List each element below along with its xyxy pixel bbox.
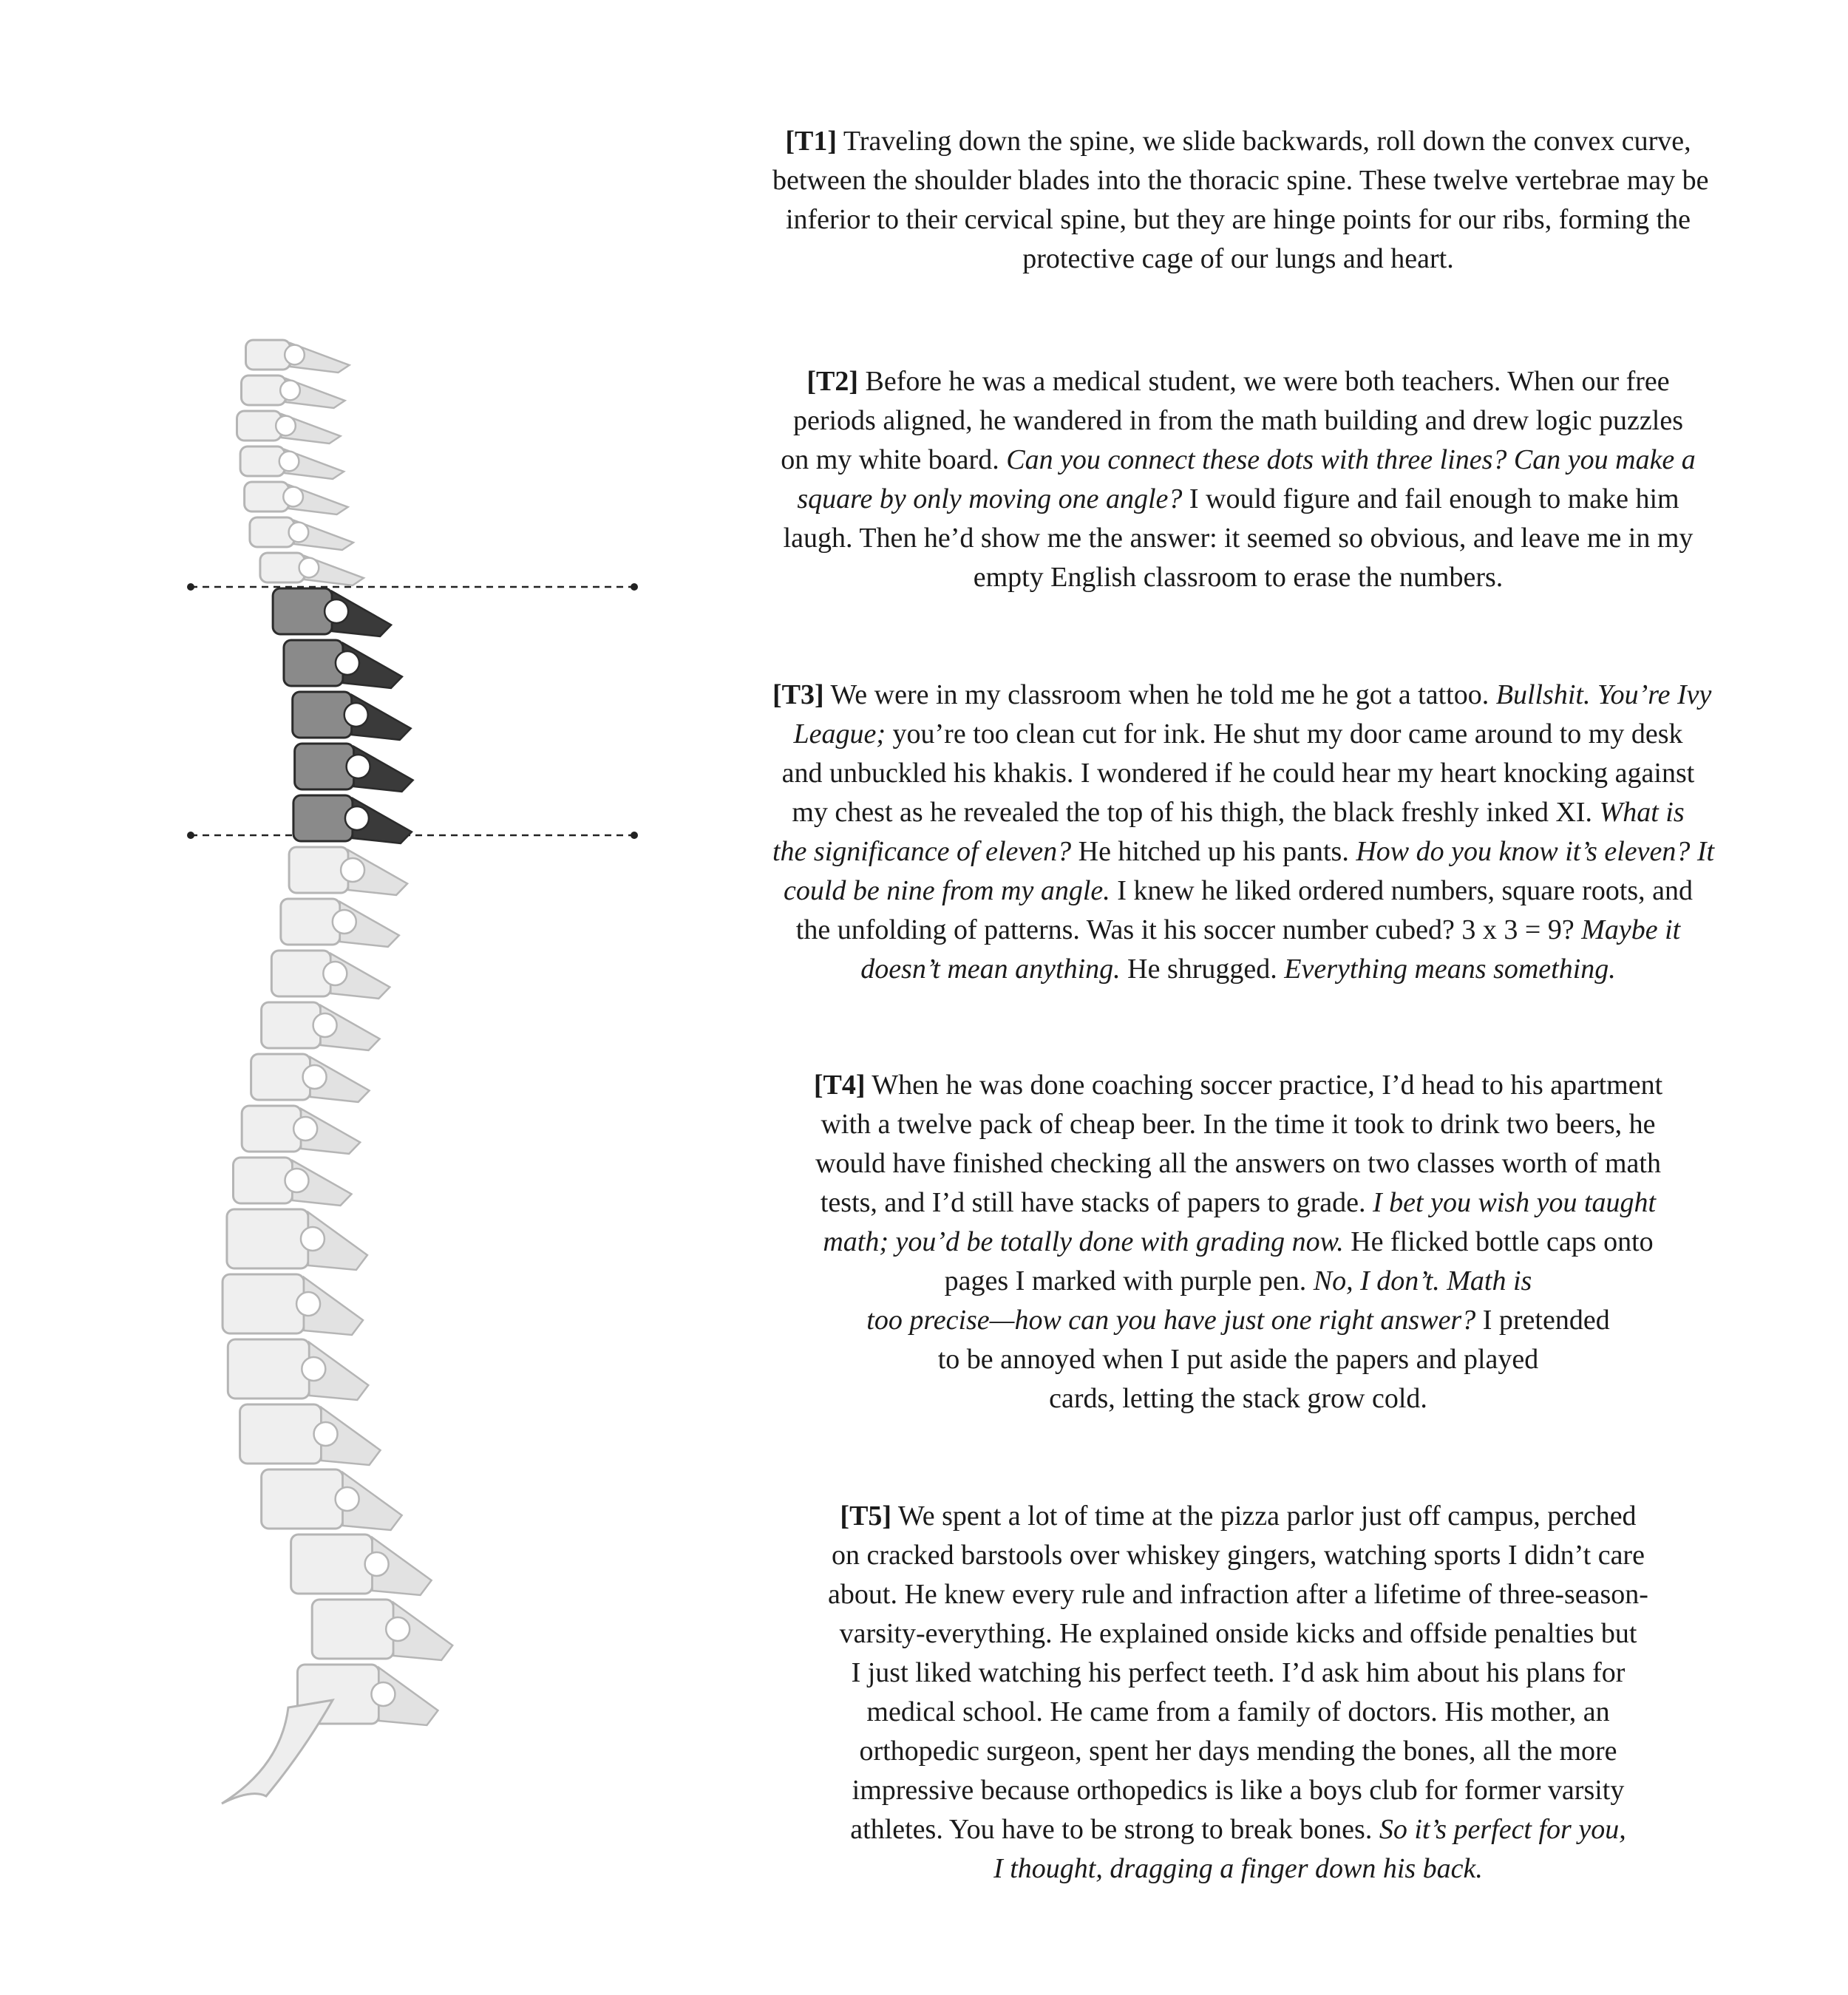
text-line (772, 480, 1704, 519)
body-text: my chest as he revealed the top of his thigh, the black freshly inked XI. (792, 797, 1600, 828)
body-text: and unbuckled his khakis. I wondered if he could hear my heart knocking against (781, 758, 1695, 789)
text-line (772, 1497, 1704, 1536)
facet-joint (386, 1617, 410, 1641)
vertebra-body (273, 588, 332, 634)
facet-joint (280, 381, 300, 401)
body-text: protective cage of our lungs and heart. (1022, 243, 1454, 274)
facet-joint (341, 858, 364, 882)
italic-text: could be nine from my angle. (783, 875, 1110, 906)
facet-joint (283, 487, 303, 507)
text-line (772, 401, 1704, 441)
text-line (772, 1575, 1704, 1614)
paragraph-t4 (772, 1066, 1704, 1418)
italic-text: I thought, dragging a finger down his back. (993, 1853, 1483, 1884)
vertebra-body (251, 1054, 310, 1100)
paragraph-tag: [T1] (785, 126, 838, 157)
text-line (772, 1810, 1704, 1849)
facet-joint (299, 558, 319, 578)
body-text: to be annoyed when I put aside the papers and played (937, 1344, 1539, 1375)
vertebra-body (312, 1600, 393, 1659)
vertebra-body (293, 795, 353, 841)
body-text: orthopedic surgeon, spent her days mending the bones, all the more (859, 1736, 1617, 1767)
highlight-markers (187, 583, 638, 839)
body-text: athletes. You have to be strong to break bones. (850, 1814, 1379, 1845)
body-text: on my white board. (781, 444, 1007, 475)
body-text: varsity-everything. He explained onside kicks and offside penalties but (839, 1618, 1637, 1649)
coccyx (222, 1700, 333, 1804)
text-line (772, 122, 1704, 161)
text-line (772, 362, 1704, 401)
facet-joint (344, 703, 368, 727)
text-line (772, 871, 1704, 911)
lower-marker-left-dot (187, 832, 194, 839)
facet-joint (296, 1292, 320, 1316)
paragraph-tag: [T4] (813, 1070, 866, 1101)
facet-joint (336, 1487, 359, 1511)
facet-joint (313, 1013, 337, 1037)
italic-text: square by only moving one angle? (797, 483, 1183, 514)
text-line (772, 793, 1704, 832)
text-line (772, 1301, 1704, 1340)
body-text: Traveling down the spine, we slide backwards, roll down the convex curve, (837, 126, 1691, 157)
text-line (772, 832, 1715, 871)
paragraph-t5 (772, 1497, 1704, 1889)
body-text: empty English classroom to erase the numbers. (973, 562, 1504, 593)
text-line (772, 1771, 1704, 1810)
body-text: on cracked barstools over whiskey gingers, watching sports I didn’t care (832, 1540, 1645, 1571)
body-text: He hitched up his pants. (1071, 836, 1356, 867)
body-text: I would figure and fail enough to make him (1182, 483, 1679, 514)
text-line (772, 1144, 1704, 1183)
text-line (772, 1262, 1704, 1301)
italic-text: I bet you wish you taught (1373, 1187, 1657, 1218)
upper-marker-right-dot (631, 583, 638, 591)
facet-joint (314, 1422, 338, 1446)
vertebra-body (250, 517, 294, 547)
vertebra-body (245, 482, 289, 512)
body-text: about. He knew every rule and infraction after a lifetime of three-season- (828, 1579, 1648, 1610)
text-line (772, 676, 1712, 715)
vertebra-body (295, 744, 354, 789)
vertebra-body (246, 340, 291, 370)
text-line (772, 911, 1704, 950)
body-text: We were in my classroom when he told me he got a tattoo. (823, 679, 1496, 710)
facet-joint (371, 1682, 395, 1706)
body-text: between the shoulder blades into the thoracic spine. These twelve vertebrae may be (772, 165, 1709, 196)
italic-text: doesn’t mean anything. (860, 954, 1121, 985)
body-text: He shrugged. (1120, 954, 1285, 985)
text-line (772, 1340, 1704, 1379)
text-line (772, 1105, 1704, 1144)
spine-illustration (177, 318, 650, 1833)
paragraph-t3 (772, 676, 1715, 989)
italic-text: How do you know it’s eleven? It (1356, 836, 1715, 867)
paragraph-t1 (772, 122, 1709, 279)
vertebra-body (234, 1158, 293, 1203)
facet-joint (336, 651, 359, 675)
text-line (772, 1066, 1704, 1105)
vertebra-body (262, 1469, 343, 1529)
vertebra-body (284, 640, 343, 686)
vertebra-body (260, 553, 305, 582)
body-text: I pretended (1475, 1305, 1610, 1336)
vertebra-body (222, 1274, 304, 1333)
facet-joint (285, 345, 305, 365)
italic-text: So it’s perfect for you, (1379, 1814, 1626, 1845)
vertebra-body (262, 1002, 321, 1048)
text-line (772, 441, 1704, 480)
text-line (772, 1693, 1704, 1732)
body-text: would have finished checking all the answers on two classes worth of math (815, 1148, 1661, 1179)
facet-joint (279, 452, 299, 472)
text-line (772, 1183, 1704, 1223)
lower-marker-right-dot (631, 832, 638, 839)
body-text: cards, letting the stack grow cold. (1049, 1383, 1427, 1414)
vertebra-body (240, 446, 285, 476)
body-text: I just liked watching his perfect teeth. I’d ask him about his plans for (851, 1657, 1626, 1688)
vertebra-body (237, 411, 282, 441)
vertebra-body (293, 692, 352, 738)
text-line (772, 1379, 1704, 1418)
vertebra-body (227, 1209, 308, 1268)
italic-text: math; you’d be totally done with grading now. (823, 1226, 1344, 1257)
body-text: impressive because orthopedics is like a boys club for former varsity (852, 1775, 1625, 1806)
facet-joint (325, 599, 348, 623)
text-line (772, 239, 1704, 279)
body-text: We spent a lot of time at the pizza parlor just off campus, perched (891, 1501, 1637, 1532)
facet-joint (303, 1065, 327, 1089)
facet-joint (365, 1552, 389, 1576)
facet-joint (301, 1227, 325, 1251)
vertebra-body (242, 1106, 301, 1152)
body-text: I knew he liked ordered numbers, square roots, and (1110, 875, 1694, 906)
facet-joint (323, 962, 347, 985)
text-line (772, 200, 1704, 239)
italic-text: Maybe it (1581, 914, 1681, 945)
text-line (772, 950, 1704, 989)
italic-text: Everything means something. (1284, 954, 1616, 985)
body-text: He flicked bottle caps onto (1343, 1226, 1654, 1257)
body-text: laugh. Then he’d show me the answer: it seemed so obvious, and leave me in my (783, 523, 1694, 554)
body-text: with a twelve pack of cheap beer. In the time it took to drink two beers, he (821, 1109, 1656, 1140)
text-line (772, 1536, 1704, 1575)
body-text: you’re too clean cut for ink. He shut my door came around to my desk (886, 718, 1683, 750)
text-line (772, 558, 1704, 597)
body-text: Before he was a medical student, we were both teachers. When our free (857, 366, 1670, 397)
text-line (772, 1654, 1704, 1693)
facet-joint (333, 910, 356, 934)
text-line (772, 1223, 1704, 1262)
italic-text: What is (1599, 797, 1685, 828)
italic-text: Can you connect these dots with three lines? Can you make a (1006, 444, 1696, 475)
body-text: tests, and I’d still have stacks of papers to grade. (820, 1187, 1373, 1218)
italic-text: too precise—how can you have just one right answer? (866, 1305, 1476, 1336)
text-line (772, 1732, 1704, 1771)
upper-marker-left-dot (187, 583, 194, 591)
body-text: pages I marked with purple pen. (944, 1265, 1314, 1296)
vertebra-body (289, 847, 348, 893)
facet-joint (285, 1169, 309, 1192)
italic-text: No, I don’t. Math is (1313, 1265, 1532, 1296)
paragraph-t2 (772, 362, 1704, 597)
body-text: periods aligned, he wandered in from the math building and drew logic puzzles (792, 405, 1684, 436)
italic-text: the significance of eleven? (772, 836, 1072, 867)
italic-text: Bullshit. You’re Ivy (1495, 679, 1712, 710)
text-line (772, 754, 1704, 793)
facet-joint (289, 523, 309, 543)
vertebra-body (281, 899, 340, 945)
vertebra-body (271, 951, 330, 996)
text-line (772, 161, 1709, 200)
italic-text: League; (793, 718, 886, 750)
paragraph-tag: [T5] (840, 1501, 892, 1532)
body-text: medical school. He came from a family of doctors. His mother, an (866, 1696, 1610, 1727)
facet-joint (347, 755, 370, 778)
facet-joint (345, 806, 369, 830)
text-line (772, 715, 1704, 754)
body-text: the unfolding of patterns. Was it his soccer number cubed? 3 x 3 = 9? (795, 914, 1582, 945)
paragraph-tag: [T2] (806, 366, 858, 397)
text-line (772, 519, 1704, 558)
facet-joint (293, 1117, 317, 1141)
vertebra-body (240, 1404, 322, 1464)
vertebra-body (242, 375, 286, 405)
facet-joint (276, 416, 296, 436)
body-text: inferior to their cervical spine, but they are hinge points for our ribs, forming the (785, 204, 1691, 235)
paragraph-tag: [T3] (772, 679, 824, 710)
vertebrae (222, 340, 452, 1804)
text-line (772, 1614, 1704, 1654)
body-text: When he was done coaching soccer practice, I’d head to his apartment (865, 1070, 1663, 1101)
vertebra-body (228, 1339, 309, 1398)
facet-joint (302, 1357, 325, 1381)
vertebra-body (291, 1535, 373, 1594)
text-line (772, 1849, 1704, 1889)
